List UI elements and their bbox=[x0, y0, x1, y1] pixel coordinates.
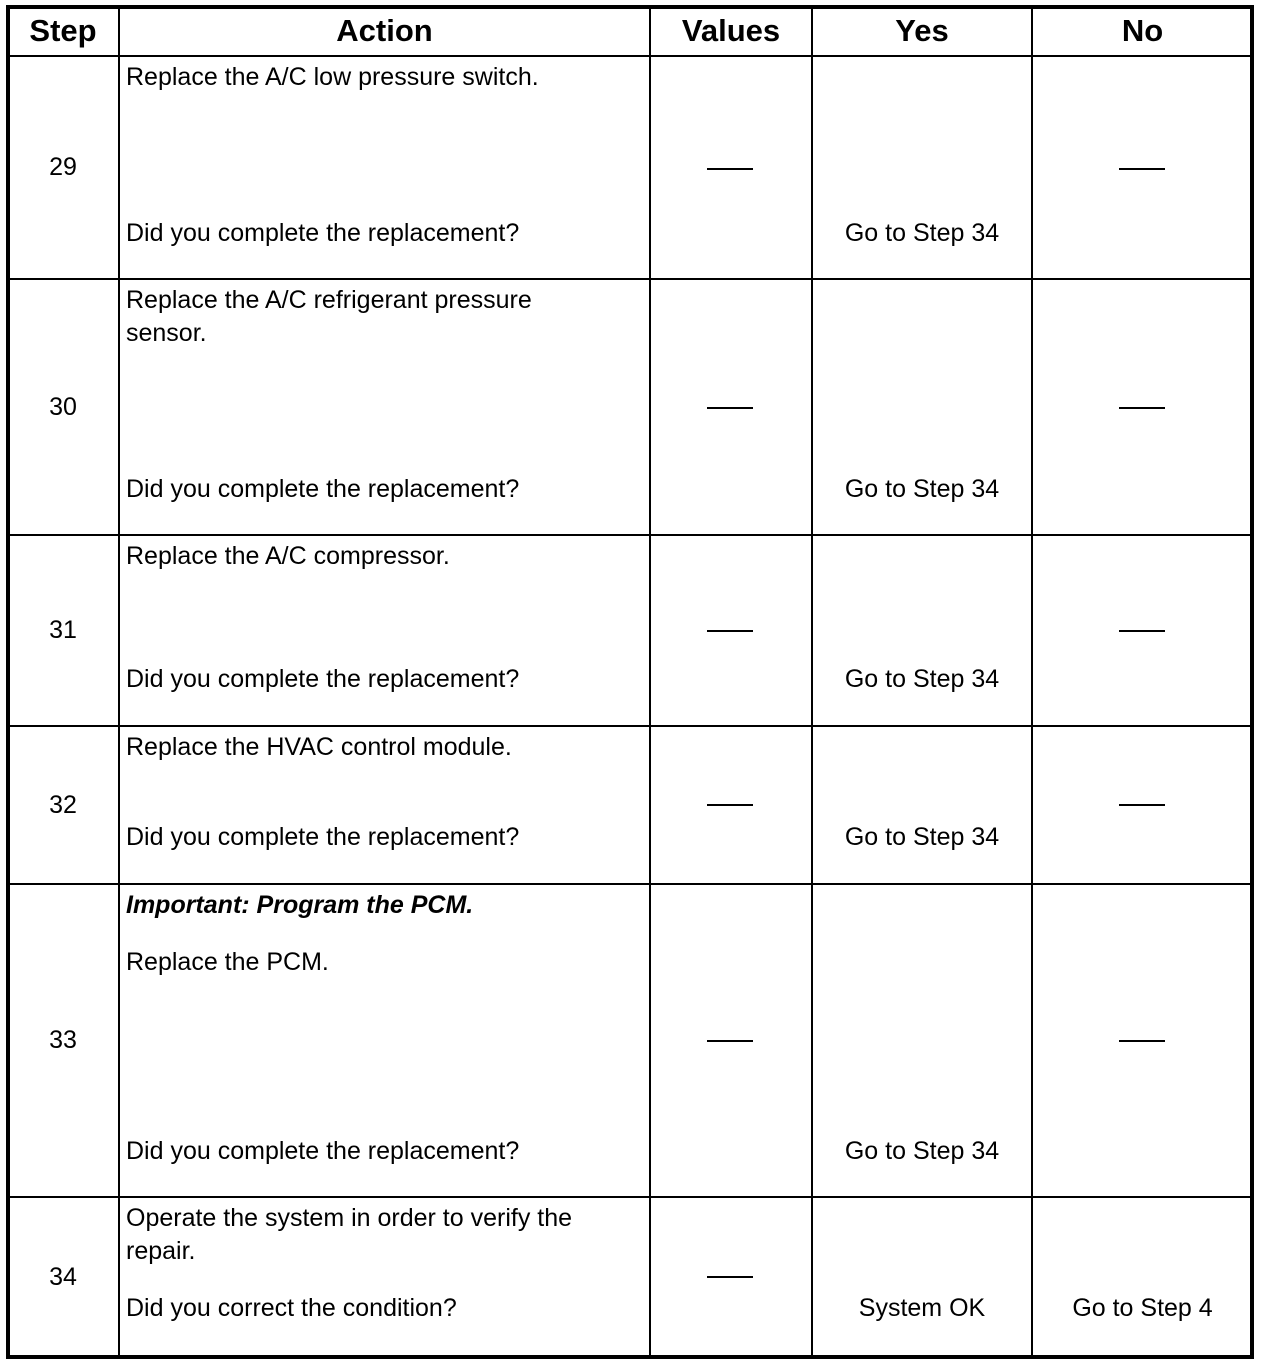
values-dash bbox=[707, 804, 753, 806]
action-question: Did you complete the replacement? bbox=[126, 823, 520, 851]
no-dash bbox=[1119, 1040, 1165, 1042]
yes-cell bbox=[811, 1196, 1033, 1359]
header-action: Action bbox=[118, 5, 651, 57]
action-question: Did you complete the replacement? bbox=[126, 475, 520, 503]
action-question: Did you complete the replacement? bbox=[126, 665, 520, 693]
values-dash bbox=[707, 1040, 753, 1042]
yes-text: System OK bbox=[858, 1294, 986, 1322]
action-question: Did you complete the replacement? bbox=[126, 219, 520, 247]
step-number-cell: 33 bbox=[6, 883, 120, 1198]
important-note: Important: Program the PCM. bbox=[126, 891, 474, 919]
step-number-cell: 31 bbox=[6, 534, 120, 727]
yes-text: Go to Step 34 bbox=[844, 475, 1000, 503]
header-yes: Yes bbox=[811, 5, 1033, 57]
header-no: No bbox=[1031, 5, 1254, 57]
no-text: Go to Step 4 bbox=[1072, 1294, 1213, 1322]
action-text: Replace the HVAC control module. bbox=[126, 733, 512, 761]
yes-text: Go to Step 34 bbox=[844, 219, 1000, 247]
action-question: Did you complete the replacement? bbox=[126, 1137, 520, 1165]
yes-cell bbox=[811, 725, 1033, 885]
step-number-cell: 34 bbox=[6, 1196, 120, 1359]
values-dash bbox=[707, 1276, 753, 1278]
values-dash bbox=[707, 168, 753, 170]
yes-text: Go to Step 34 bbox=[844, 1137, 1000, 1165]
action-question: Did you correct the condition? bbox=[126, 1294, 457, 1322]
yes-text: Go to Step 34 bbox=[844, 665, 1000, 693]
no-dash bbox=[1119, 804, 1165, 806]
action-text: Replace the A/C compressor. bbox=[126, 542, 450, 570]
yes-cell bbox=[811, 534, 1033, 727]
yes-text: Go to Step 34 bbox=[844, 823, 1000, 851]
action-text: Replace the A/C refrigerant pressure bbox=[126, 286, 532, 314]
step-number-cell: 30 bbox=[6, 278, 120, 536]
values-dash bbox=[707, 630, 753, 632]
header-step: Step bbox=[6, 5, 120, 57]
no-dash bbox=[1119, 630, 1165, 632]
action-text: Operate the system in order to verify the bbox=[126, 1204, 573, 1232]
no-dash bbox=[1119, 407, 1165, 409]
action-text: repair. bbox=[126, 1237, 196, 1265]
no-cell bbox=[1031, 1196, 1254, 1359]
header-values: Values bbox=[649, 5, 813, 57]
step-number-cell: 29 bbox=[6, 55, 120, 280]
action-text: Replace the A/C low pressure switch. bbox=[126, 63, 539, 91]
values-dash bbox=[707, 407, 753, 409]
action-text: sensor. bbox=[126, 319, 207, 347]
step-number-cell: 32 bbox=[6, 725, 120, 885]
no-dash bbox=[1119, 168, 1165, 170]
action-text: Replace the PCM. bbox=[126, 948, 329, 976]
